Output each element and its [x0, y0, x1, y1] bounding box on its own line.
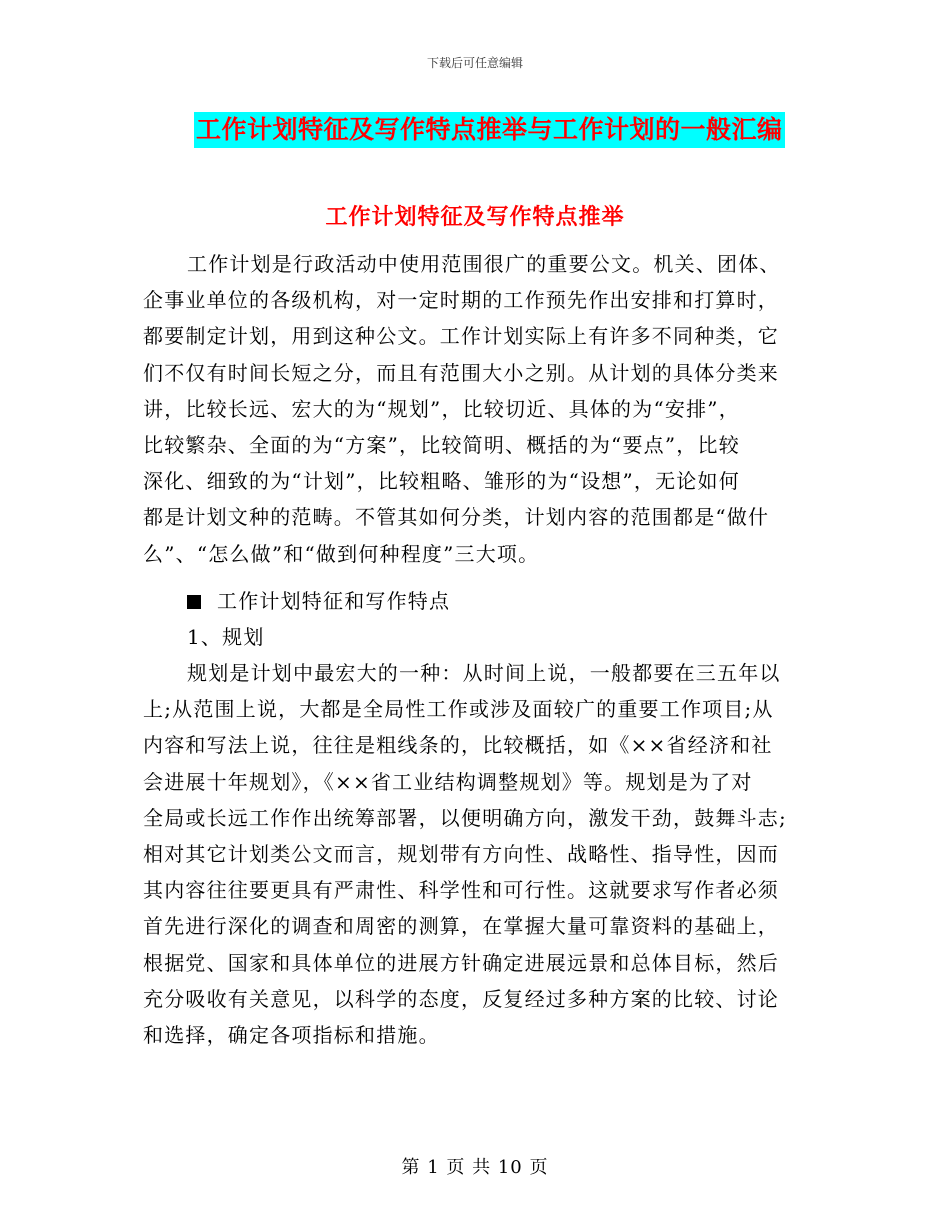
page-footer: 第 1 页 共 10 页	[401, 1157, 549, 1178]
paragraph-line: 会进展十年规划》，《××省工业结构调整规划》等。规划是为了对	[143, 769, 753, 794]
paragraph-line: 全局或长远工作作出统筹部署，以便明确方向，激发干劲，鼓舞斗志;	[143, 805, 787, 830]
paragraph-line: 根据党、国家和具体单位的进展方针确定进展远景和总体目标，然后	[143, 950, 779, 975]
paragraph-line: 充分吸收有关意见，以科学的态度，反复经过多种方案的比较、讨论	[143, 986, 779, 1011]
paragraph-line: 都要制定计划，用到这种公文。工作计划实际上有许多不同种类，它	[143, 324, 779, 349]
paragraph-line: 深化、细致的为“计划”，比较粗略、雏形的为“设想”，无论如何	[143, 469, 740, 494]
bullet-heading	[187, 583, 450, 619]
paragraph-line: 讲，比较长远、宏大的为“规划”，比较切近、具体的为“安排”，	[143, 396, 740, 421]
paragraph-line: 相对其它计划类公文而言，规划带有方向性、战略性、指导性，因而	[143, 841, 779, 866]
header-note: 下载后可任意编辑	[426, 56, 523, 70]
paragraph-line: 上;从范围上说，大都是全局性工作或涉及面较广的重要工作项目;从	[143, 697, 774, 722]
paragraph-line: 企事业单位的各级机构，对一定时期的工作预先作出安排和打算时，	[143, 288, 779, 313]
main-title: 工作计划特征及写作特点推举与工作计划的一般汇编	[194, 112, 785, 148]
paragraph-line: 规划是计划中最宏大的一种：从时间上说，一般都要在三五年以	[187, 661, 781, 685]
paragraph-line: 和选择，确定各项指标和措施。	[143, 1022, 440, 1047]
paragraph-intro	[143, 246, 803, 572]
paragraph-line: 么”、“怎么做”和“做到何种程度”三大项。	[143, 541, 540, 566]
paragraph-line: 都是计划文种的范畴。不管其如何分类，计划内容的范围都是“做什	[143, 505, 770, 530]
paragraph-line: 比较繁杂、全面的为“方案”，比较简明、概括的为“要点”，比较	[143, 432, 740, 457]
section-title: 工作计划特征及写作特点推举	[325, 204, 625, 230]
square-bullet-icon	[187, 595, 201, 609]
paragraph-line: 首先进行深化的调查和周密的测算，在掌握大量可靠资料的基础上，	[143, 914, 779, 939]
paragraph-line: 工作计划是行政活动中使用范围很广的重要公文。机关、团体、	[187, 252, 781, 276]
paragraph-line: 们不仅有时间长短之分，而且有范围大小之别。从计划的具体分类来	[143, 360, 779, 385]
paragraph-line: 其内容往往要更具有严肃性、科学性和可行性。这就要求写作者必须	[143, 878, 779, 903]
subheading: 1、规划	[187, 625, 265, 649]
paragraph-line: 内容和写法上说，往往是粗线条的，比较概括，如《××省经济和社	[143, 733, 773, 758]
bullet-heading-text: 工作计划特征和写作特点	[217, 589, 451, 613]
paragraph-planning	[143, 655, 803, 1053]
